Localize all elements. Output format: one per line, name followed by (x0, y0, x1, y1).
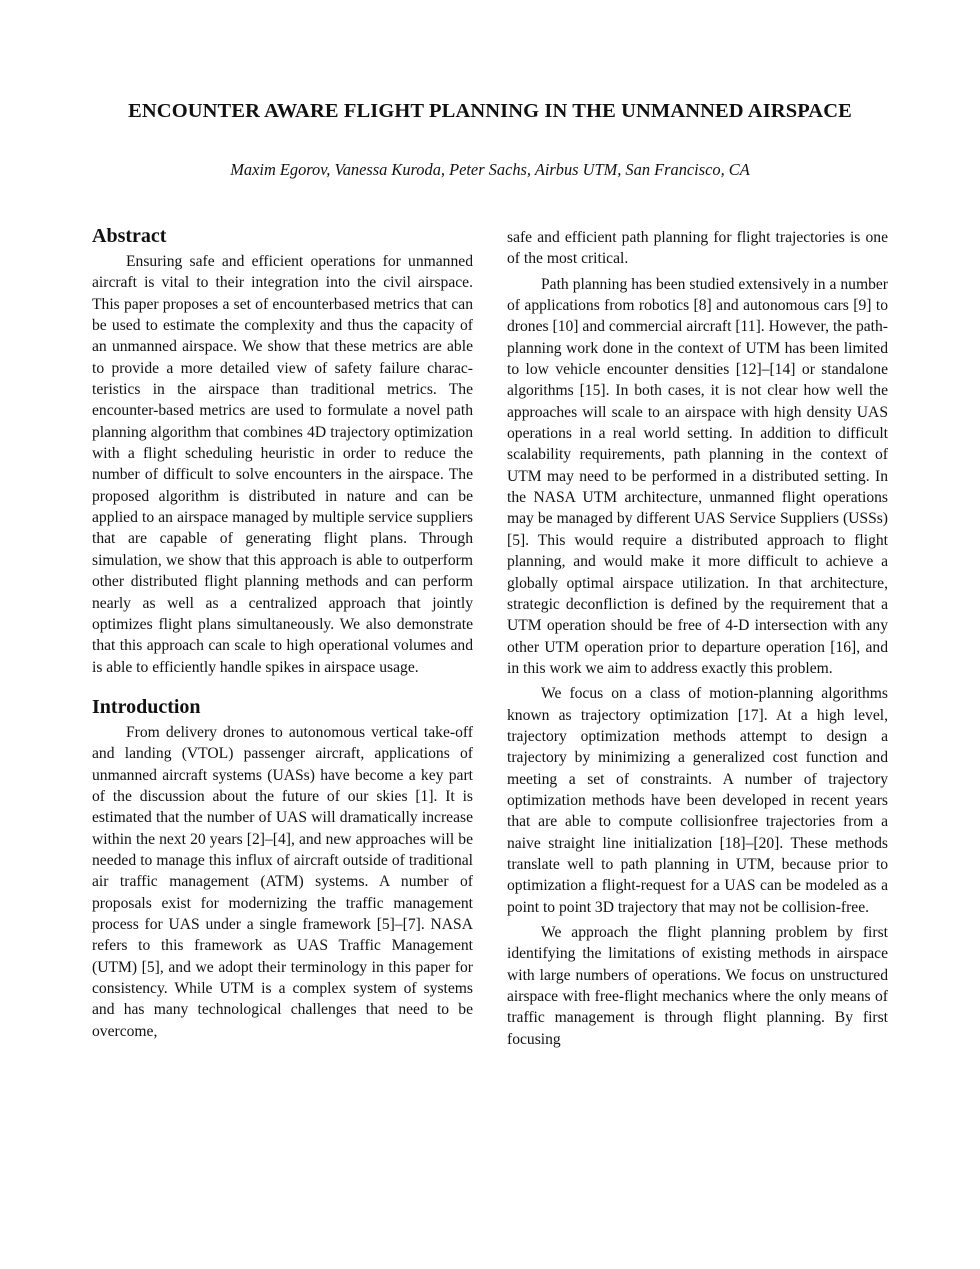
introduction-heading: Introduction (92, 695, 201, 718)
paper-title: ENCOUNTER AWARE FLIGHT PLANNING IN THE UNMANNED AIRSPACE (128, 100, 852, 122)
intro-paragraph-3: We focus on a class of motion-planning algorithms known as trajectory optimization [17]. At a high level, trajectory optimization methods attempt to design a trajectory by minimizing a generalized cost function and meeting a set of constraints. A number of trajectory optimization methods have been developed in recent years that are able to compute collisionfree trajectories from a naive straight line initialization [18]–[20]. These methods translate well to path planning in UTM, because prior to optimization a flight-request for a UAS can be modeled as a point to point 3D trajectory that may not be collision-free. (507, 685, 888, 916)
abstract-text: Ensuring safe and efficient operations for unmanned aircraft is vital to their integration into the civil airspace. This paper proposes a set of encounterbased metrics that can be used to estimate the complexity and thus the capacity of an unmanned airspace. We show that these metrics are able to provide a more detailed view of safety failure characteristics in the airspace than traditional metrics. The encounter-based metrics are used to formulate a novel path planning algorithm that combines 4D trajectory optimization with a flight scheduling heuristic in order to reduce the number of difficult to solve encounters in the airspace. The proposed algorithm is distributed in nature and can be applied to an airspace managed by multiple service suppliers that are capable of generating flight plans. Through simulation, we show that this approach is able to outperform other distributed flight planning methods and can perform nearly as well as a centralized approach that jointly optimizes flight plans simultaneously. We also demonstrate that this approach can scale to high operational volumes and is able to efficiently handle spikes in airspace usage. (92, 253, 473, 676)
left-column (92, 222, 473, 1042)
abstract-heading: Abstract (92, 225, 167, 247)
intro-paragraph-1-continued: safe and efficient path planning for flight trajectories is one of the most critical. (507, 229, 888, 268)
paper-authors: Maxim Egorov, Vanessa Kuroda, Peter Sachs, Airbus UTM, San Francisco, CA (230, 160, 750, 179)
intro-paragraph-1: From delivery drones to autonomous vertical take-off and landing (VTOL) passenger aircraft, applications of unmanned aircraft systems (UASs) have become a key part of the discussion about the future of our skies [1]. It is estimated that the number of UAS will dramatically increase within the next 20 years [2]–[4], and new approaches will be needed to manage this influx of aircraft outside of traditional air traffic management (ATM) systems. A number of proposals exist for modernizing the traffic management process for UAS under a single framework [5]–[7]. NASA refers to this framework as UAS Traffic Management (UTM) [5], and we adopt their terminology in this paper for consistency. While UTM is a complex system of systems and has many technological challenges that need to be overcome, (92, 723, 473, 1040)
intro-paragraph-2: Path planning has been studied extensively in a number of applications from robotics [8] and autonomous cars [9] to drones [10] and commercial aircraft [11]. However, the path-planning work done in the context of UTM has been limited to low vehicle encounter densities [12]–[14] or standalone algorithms [15]. In both cases, it is not clear how well the approaches will scale to an airspace with high density UAS operations in a real world setting. In addition to difficult scalability requirements, path planning in the context of UTM may need to be performed in a distributed setting. In the NASA UTM architecture, unmanned flight operations may be managed by different UAS Service Suppliers (USSs) [5]. This would require a distributed approach to flight planning, and would make it more difficult to achieve a globally optimal airspace utilization. In that architecture, strategic deconfliction is defined by the requirement that a UTM operation should be free of 4-D intersection with any other UTM operation prior to departure operation [16], and in this work we aim to address exactly this problem. (507, 275, 888, 677)
intro-paragraph-4: We approach the flight planning problem by first identifying the limitations of existing methods in airspace with large numbers of operations. We focus on unstructured airspace with free-flight mechanics where the only means of traffic management is through flight planning. By first focusing (507, 924, 888, 1048)
right-column (507, 227, 888, 1050)
